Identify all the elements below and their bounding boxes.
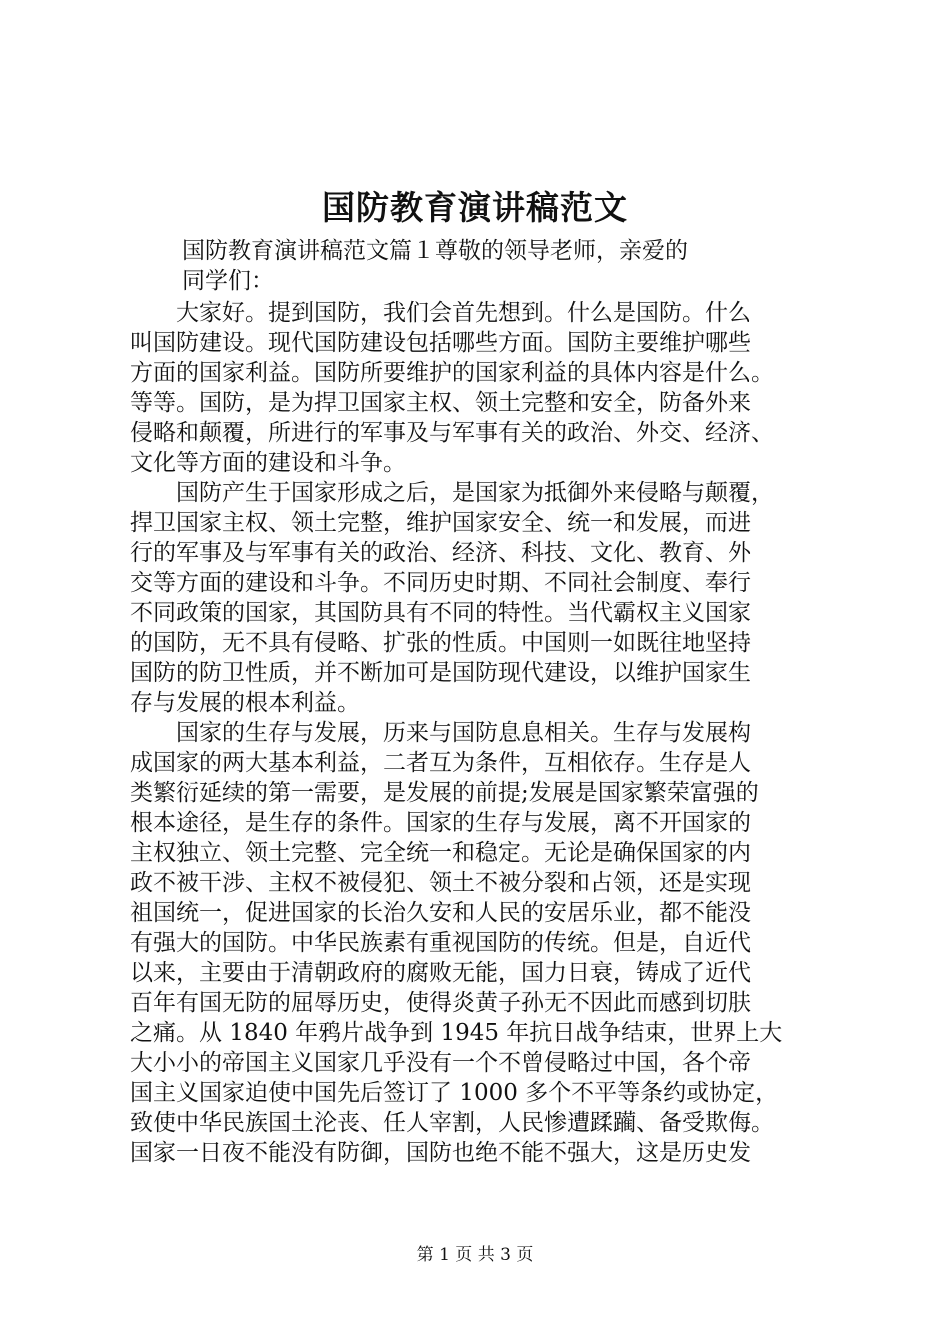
body-line: 不同政策的国家，其国防具有不同的特性。当代霸权主义国家 bbox=[130, 600, 751, 626]
body-line: 百年有国无防的屈辱历史，使得炎黄子孙无不因此而感到切肤 bbox=[130, 990, 751, 1016]
body-line: 成国家的两大基本利益，二者互为条件，互相依存。生存是人 bbox=[130, 750, 751, 776]
body-line: 大小小的帝国主义国家几乎没有一个不曾侵略过中国，各个帝 bbox=[130, 1050, 751, 1076]
body-line: 文化等方面的建设和斗争。 bbox=[130, 450, 406, 476]
body-line: 祖国统一，促进国家的长治久安和人民的安居乐业，都不能没 bbox=[130, 900, 751, 926]
body-line: 行的军事及与军事有关的政治、经济、科技、文化、教育、外 bbox=[130, 540, 751, 566]
intro-line: 国防教育演讲稿范文篇１尊敬的领导老师，亲爱的 bbox=[182, 238, 688, 264]
intro-line: 同学们： bbox=[182, 268, 274, 294]
body-line: 大家好。提到国防，我们会首先想到。什么是国防。什么 bbox=[130, 300, 751, 326]
document-title: 国防教育演讲稿范文 bbox=[322, 188, 628, 227]
body-line: 等等。国防，是为捍卫国家主权、领土完整和安全，防备外来 bbox=[130, 390, 751, 416]
body-line: 侵略和颠覆，所进行的军事及与军事有关的政治、外交、经济、 bbox=[130, 420, 774, 446]
body-line: 有强大的国防。中华民族素有重视国防的传统。但是，自近代 bbox=[130, 930, 751, 956]
body-line: 根本途径，是生存的条件。国家的生存与发展，离不开国家的 bbox=[130, 810, 751, 836]
body-text bbox=[130, 298, 850, 1168]
body-line: 国防的防卫性质，并不断加可是国防现代建设，以维护国家生 bbox=[130, 660, 751, 686]
body-line: 捍卫国家主权、领土完整，维护国家安全、统一和发展，而进 bbox=[130, 510, 751, 536]
body-line: 交等方面的建设和斗争。不同历史时期、不同社会制度、奉行 bbox=[130, 570, 751, 596]
body-line: 类繁衍延续的第一需要，是发展的前提;发展是国家繁荣富强的 bbox=[130, 780, 759, 806]
body-line: 国家的生存与发展，历来与国防息息相关。生存与发展构 bbox=[130, 720, 751, 746]
body-line: 国家一日夜不能没有防御，国防也绝不能不强大，这是历史发 bbox=[130, 1140, 751, 1166]
page-footer: 第 1 页 共 3 页 bbox=[416, 1245, 534, 1265]
body-line: 致使中华民族国土沦丧、任人宰割，人民惨遭蹂躏、备受欺侮。 bbox=[130, 1110, 774, 1136]
body-line: 主权独立、领土完整、完全统一和稳定。无论是确保国家的内 bbox=[130, 840, 751, 866]
body-line: 以来，主要由于清朝政府的腐败无能，国力日衰，铸成了近代 bbox=[130, 960, 751, 986]
body-line: 叫国防建设。现代国防建设包括哪些方面。国防主要维护哪些 bbox=[130, 330, 751, 356]
body-line: 国主义国家迫使中国先后签订了 1000 多个不平等条约或协定， bbox=[130, 1080, 779, 1106]
body-line: 国防产生于国家形成之后，是国家为抵御外来侵略与颠覆， bbox=[130, 480, 774, 506]
body-line: 的国防，无不具有侵略、扩张的性质。中国则一如既往地坚持 bbox=[130, 630, 751, 656]
body-line: 之痛。从 1840 年鸦片战争到 1945 年抗日战争结束，世界上大 bbox=[130, 1020, 783, 1046]
body-line: 存与发展的根本利益。 bbox=[130, 690, 360, 716]
intro-block bbox=[182, 236, 752, 296]
body-line: 政不被干涉、主权不被侵犯、领土不被分裂和占领，还是实现 bbox=[130, 870, 751, 896]
body-line: 方面的国家利益。国防所要维护的国家利益的具体内容是什么。 bbox=[130, 360, 774, 386]
